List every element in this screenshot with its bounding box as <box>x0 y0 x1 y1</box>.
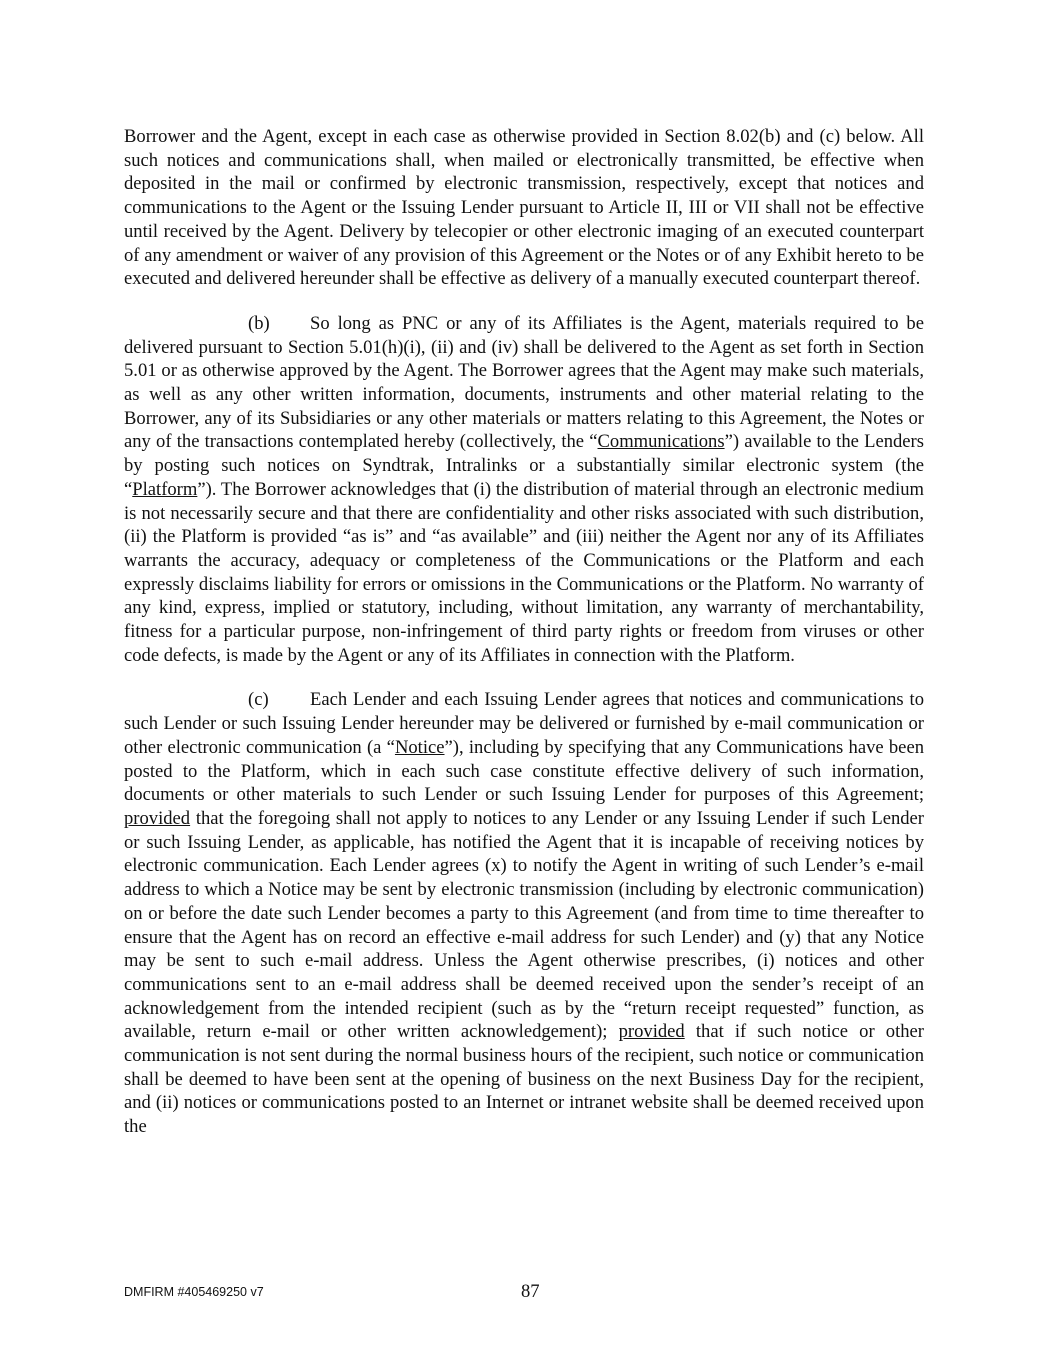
proviso-provided: provided <box>618 1021 685 1043</box>
defined-term-platform: Platform <box>132 478 198 500</box>
paragraph-b: (b) So long as PNC or any of its Affiliates is the Agent, materials required to be delivered pursuant to Section 5.01(h)(i), (ii) and (iv) shall be delivered to the Agent as set forth in Section 5.01 or as otherwise approved by the Agent. The Borrower agrees that the Agent may make such materials, as well as any other written information, documents, instruments and other material relating to the Borrower, any of its Subsidiaries or any other materials or matters relating to this Agreement, the Notes or any of the transactions contemplated hereby (collectively, the “Communications”) available to the Lenders by posting such notices on Syndtrak, Intralinks or a substantially similar electronic system (the “Platform”). The Borrower acknowledges that (i) the distribution of material through an electronic medium is not necessarily secure and that there are confidentiality and other risks associated with such distribution, (ii) the Platform is provided “as is” and “as available” and (iii) neither the Agent nor any of its Affiliates warrants the accuracy, adequacy or completeness of the Communications or the Platform and each expressly disclaims liability for errors or omissions in the Communications or the Platform. No warranty of any kind, express, implied or statutory, including, without limitation, any warranty of merchantability, fitness for a particular purpose, non-infringement of third party rights or freedom from viruses or other code defects, is made by the Agent or any of its Affiliates in connection with the Platform. <box>124 312 924 666</box>
paragraph-a <box>124 125 924 291</box>
paragraph-c-marker: (c) <box>248 689 269 711</box>
page-number: 87 <box>521 1281 540 1302</box>
proviso-provided: provided <box>124 807 191 829</box>
footer-document-id: DMFIRM #405469250 v7 <box>124 1285 264 1299</box>
paragraph-a-text: Borrower and the Agent, except in each case as otherwise provided in Section 8.02(b) and (c) below. All such notices and communications shall, when mailed or electronically transmitted, be effective when deposited in the mail or confirmed by electronic transmission, respectively, except that notices and communications to the Agent or the Issuing Lender pursuant to Article II, III or VII shall not be effective until received by the Agent. Delivery by telecopier or other electronic imaging of an executed counterpart of any amendment or waiver of any provision of this Agreement or the Notes or of any Exhibit hereto to be executed and delivered hereunder shall be effective as delivery of a manually executed counterpart thereof. <box>124 126 924 290</box>
document-body <box>124 125 924 1160</box>
defined-term-notice: Notice <box>394 736 445 758</box>
paragraph-b-marker: (b) <box>248 312 270 334</box>
defined-term-communications: Communications <box>597 431 725 453</box>
paragraph-c: (c) Each Lender and each Issuing Lender agrees that notices and communications to such Lender or such Issuing Lender hereunder may be delivered or furnished by e-mail communication or other electronic communication (a “Notice”), including by specifying that any Communications have been posted to the Platform, which in each such case constitute effective delivery of such information, documents or other materials to such Lender or such Issuing Lender for purposes of this Agreement; provided that the foregoing shall not apply to notices to any Lender or any Issuing Lender if such Lender or such Issuing Lender, as applicable, has notified the Agent that it is incapable of receiving notices by electronic communication. Each Lender agrees (x) to notify the Agent in writing of such Lender’s e-mail address to which a Notice may be sent by electronic transmission (including by electronic communication) on or before the date such Lender becomes a party to this Agreement (and from time to time thereafter to ensure that the Agent has on record an effective e-mail address for such Lender) and (y) that any Notice may be sent to such e-mail address. Unless the Agent otherwise prescribes, (i) notices and other communications sent to an e-mail address shall be deemed received upon the sender’s receipt of an acknowledgement from the intended recipient (such as by the “return receipt requested” function, as available, return e-mail or other written acknowledgement); provided that if such notice or other communication is not sent during the normal business hours of the recipient, such notice or communication shall be deemed to have been sent at the opening of business on the next Business Day for the recipient, and (ii) notices or communications posted to an Internet or intranet website shall be deemed received upon the <box>124 689 924 1138</box>
